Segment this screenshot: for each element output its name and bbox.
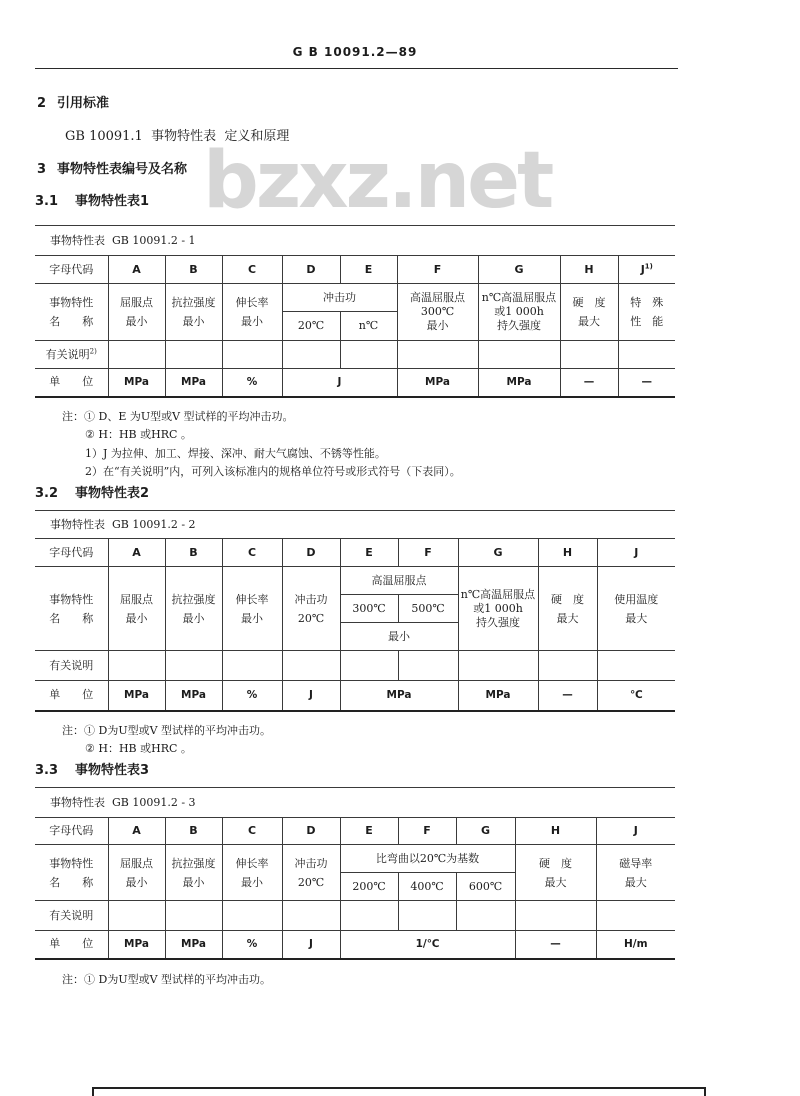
name-f: 400℃ (398, 873, 456, 901)
code-f: F (398, 539, 458, 567)
unit-ef: MPa (340, 681, 458, 711)
empty-cell (560, 341, 618, 369)
empty-cell (340, 651, 398, 681)
row-label-remarks: 有关说明$^{2)}$ (35, 341, 108, 369)
row-label-property-name: 事物特性 名 称 (35, 284, 108, 341)
standard-code-header: G B 10091.2—89 (292, 45, 418, 59)
table-caption: 事物特性表 GB 10091.2 - 3 (35, 788, 675, 818)
table-1-note: 1）J 为拉伸、加工、焊接、深冲、耐大气腐蚀、不锈等性能。 (85, 447, 386, 460)
bottom-frame (92, 1087, 706, 1096)
code-j-letter: J (640, 262, 645, 276)
empty-cell (340, 341, 397, 369)
row-label-letter-code: 字母代码 (35, 818, 108, 845)
section-3-1-number: 3.1 (35, 194, 59, 209)
name-a: 屈服点 最小 (108, 567, 165, 651)
empty-cell (478, 341, 560, 369)
name-f: 高温屈服点 300℃ 最小 (397, 284, 478, 341)
code-b: B (165, 818, 222, 845)
code-g: G (458, 539, 538, 567)
unit-g: MPa (458, 681, 538, 711)
unit-g: MPa (478, 369, 560, 397)
code-c: C (222, 818, 282, 845)
code-a: A (108, 818, 165, 845)
property-table-1 (35, 225, 675, 398)
name-h: 硬 度 最大 (515, 845, 596, 901)
unit-a: MPa (108, 681, 165, 711)
code-j: J (597, 539, 675, 567)
row-label-remarks: 有关说明 (35, 651, 108, 681)
name-e: 200℃ (340, 873, 398, 901)
code-f: F (397, 256, 478, 284)
name-h: 硬 度 最大 (538, 567, 597, 651)
watermark: bzxz.net (203, 136, 552, 226)
unit-efg: 1/℃ (340, 931, 515, 959)
name-g: n℃高温屈服点 或1 000h 持久强度 (458, 567, 538, 651)
unit-h: — (538, 681, 597, 711)
empty-cell (165, 341, 222, 369)
empty-cell (515, 901, 596, 931)
code-b: B (165, 256, 222, 284)
code-d: D (282, 256, 340, 284)
code-d: D (282, 539, 340, 567)
name-j: 特 殊 性 能 (618, 284, 675, 341)
name-d: 冲击功 20℃ (282, 845, 340, 901)
unit-b: MPa (165, 369, 222, 397)
empty-cell (165, 651, 222, 681)
name-g: 600℃ (456, 873, 515, 901)
name-efg-specific-bending: 比弯曲以20℃为基数 (340, 845, 515, 873)
empty-cell (222, 341, 282, 369)
table-3-note: 注：① D为U型或V 型试样的平均冲击功。 (62, 973, 272, 986)
empty-cell (398, 901, 456, 931)
table-1-note: 2）在“有关说明”内，可列入该标准内的规格单位符号或形式符号（下表同）。 (85, 465, 461, 478)
code-g: G (456, 818, 515, 845)
table-caption: 事物特性表 GB 10091.2 - 2 (35, 511, 675, 539)
name-j: 磁导率 最大 (596, 845, 675, 901)
name-b: 抗拉强度 最小 (165, 845, 222, 901)
empty-cell (108, 901, 165, 931)
row-label-letter-code: 字母代码 (35, 539, 108, 567)
empty-cell (108, 341, 165, 369)
empty-cell (458, 651, 538, 681)
empty-cell (282, 901, 340, 931)
property-table-3 (35, 787, 675, 960)
unit-d: J (282, 931, 340, 959)
code-e: E (340, 539, 398, 567)
empty-cell (456, 901, 515, 931)
code-h: H (538, 539, 597, 567)
table-2-note: 注：① D为U型或V 型试样的平均冲击功。 (62, 724, 272, 737)
code-c: C (222, 539, 282, 567)
unit-de: J (282, 369, 397, 397)
section-3-3-number: 3.3 (35, 763, 59, 778)
empty-cell (398, 651, 458, 681)
table-caption: 事物特性表 GB 10091.2 - 1 (35, 226, 675, 256)
code-e: E (340, 818, 398, 845)
name-d: 20℃ (282, 312, 340, 341)
row-label-letter-code: 字母代码 (35, 256, 108, 284)
name-c: 伸长率 最小 (222, 567, 282, 651)
empty-cell (340, 901, 398, 931)
unit-a: MPa (108, 931, 165, 959)
row-label-property-name: 事物特性 名 称 (35, 567, 108, 651)
unit-j: — (618, 369, 675, 397)
code-a: A (108, 539, 165, 567)
unit-j: H/m (596, 931, 675, 959)
name-a: 屈服点 最小 (108, 845, 165, 901)
section-3-1-title: 事物特性表1 (75, 194, 150, 209)
name-ef-minimum: 最小 (340, 623, 458, 651)
name-c: 伸长率 最小 (222, 284, 282, 341)
table-2-note: ② H：HB 或HRC 。 (85, 742, 192, 755)
section-3-2-number: 3.2 (35, 486, 59, 501)
property-table-2 (35, 510, 675, 712)
section-3-3-title: 事物特性表3 (75, 763, 150, 778)
section-3-number: 3 (37, 162, 47, 177)
code-h: H (560, 256, 618, 284)
code-d: D (282, 818, 340, 845)
empty-cell (222, 901, 282, 931)
code-b: B (165, 539, 222, 567)
name-ef-high-temp-yield: 高温屈服点 (340, 567, 458, 595)
name-b: 抗拉强度 最小 (165, 567, 222, 651)
unit-c: % (222, 369, 282, 397)
section-2-number: 2 (37, 96, 47, 111)
code-a: A (108, 256, 165, 284)
row-label-unit: 单 位 (35, 931, 108, 959)
header-rule (35, 68, 678, 69)
code-g: G (478, 256, 560, 284)
footnote-mark: 2) (89, 346, 97, 355)
name-j: 使用温度 最大 (597, 567, 675, 651)
unit-j: ℃ (597, 681, 675, 711)
empty-cell (596, 901, 675, 931)
code-j: J (596, 818, 675, 845)
empty-cell (597, 651, 675, 681)
name-e: n℃ (340, 312, 397, 341)
section-2-title: 引用标准 (57, 96, 110, 111)
code-f: F (398, 818, 456, 845)
name-e: 300℃ (340, 595, 398, 623)
row-label-remarks: 有关说明 (35, 901, 108, 931)
unit-h: — (560, 369, 618, 397)
footnote-mark: 1) (644, 261, 653, 270)
section-3-title: 事物特性表编号及名称 (57, 162, 188, 177)
unit-c: % (222, 681, 282, 711)
name-c: 伸长率 最小 (222, 845, 282, 901)
empty-cell (397, 341, 478, 369)
row-label-unit: 单 位 (35, 681, 108, 711)
empty-cell (538, 651, 597, 681)
code-h: H (515, 818, 596, 845)
code-j (618, 256, 675, 284)
normative-reference: GB 10091.1 事物特性表 定义和原理 (65, 129, 290, 144)
name-de-impact: 冲击功 (282, 284, 397, 312)
table-1-note: 注：① D、E 为U型或V 型试样的平均冲击功。 (62, 410, 294, 423)
unit-d: J (282, 681, 340, 711)
code-e: E (340, 256, 397, 284)
unit-h: — (515, 931, 596, 959)
empty-cell (165, 901, 222, 931)
row-label-property-name: 事物特性 名 称 (35, 845, 108, 901)
name-h: 硬 度 最大 (560, 284, 618, 341)
unit-b: MPa (165, 681, 222, 711)
row-label-unit: 单 位 (35, 369, 108, 397)
name-f: 500℃ (398, 595, 458, 623)
empty-cell (108, 651, 165, 681)
code-c: C (222, 256, 282, 284)
empty-cell (282, 341, 340, 369)
table-1-note: ② H：HB 或HRC 。 (85, 428, 192, 441)
name-g: n℃高温屈服点 或1 000h 持久强度 (478, 284, 560, 341)
name-d: 冲击功 20℃ (282, 567, 340, 651)
name-a: 屈服点 最小 (108, 284, 165, 341)
name-b: 抗拉强度 最小 (165, 284, 222, 341)
unit-c: % (222, 931, 282, 959)
unit-a: MPa (108, 369, 165, 397)
unit-b: MPa (165, 931, 222, 959)
section-3-2-title: 事物特性表2 (75, 486, 150, 501)
unit-f: MPa (397, 369, 478, 397)
empty-cell (618, 341, 675, 369)
empty-cell (222, 651, 282, 681)
empty-cell (282, 651, 340, 681)
